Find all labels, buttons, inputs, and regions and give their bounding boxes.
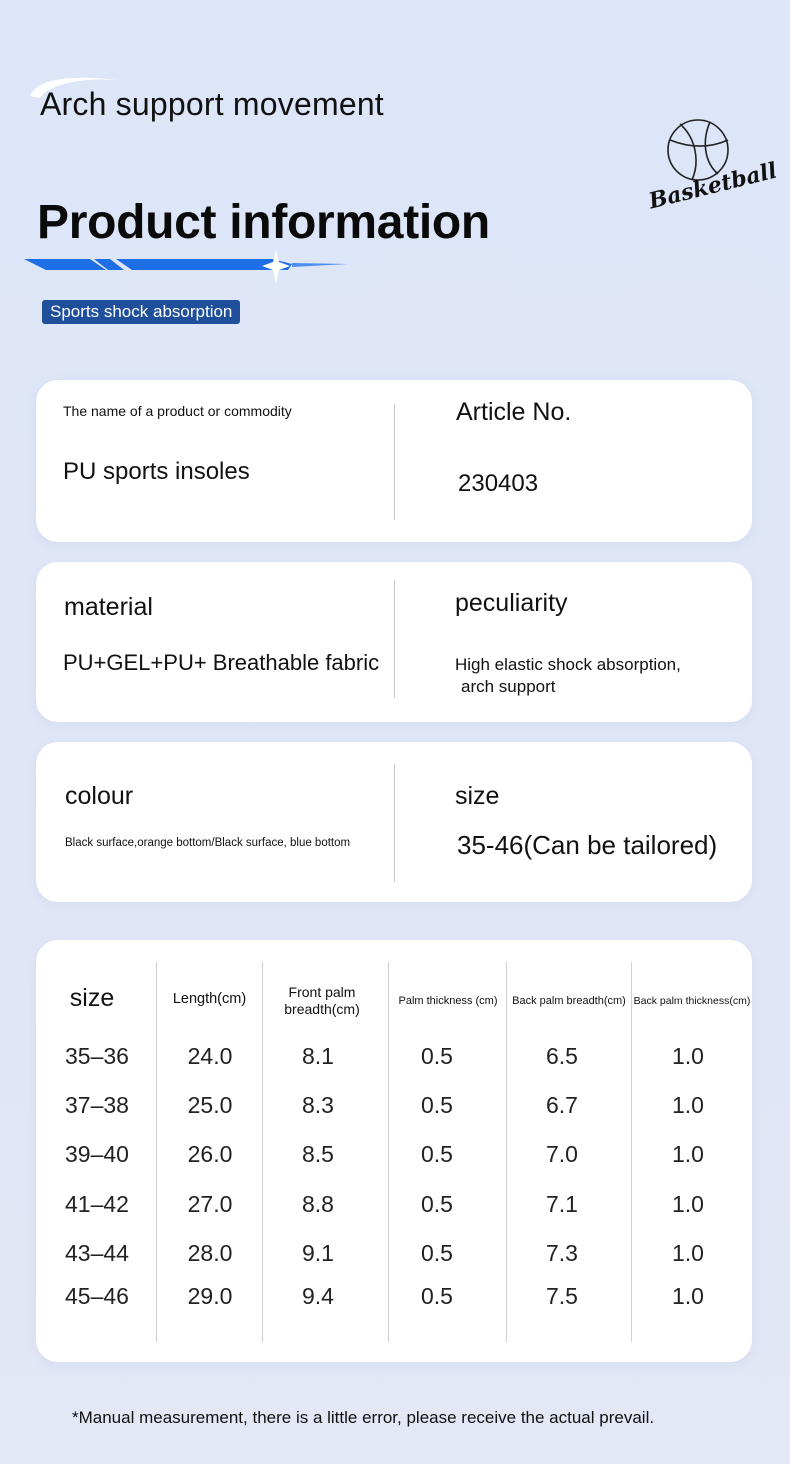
cell-palm-thickness: 0.5 <box>421 1240 453 1266</box>
size-value: 35-46(Can be tailored) <box>457 830 718 860</box>
cell-back-breadth: 7.3 <box>546 1240 578 1266</box>
cell-front-breadth: 8.1 <box>302 1043 334 1069</box>
card-divider <box>394 404 395 520</box>
material-value: PU+GEL+PU+ Breathable fabric <box>63 650 380 675</box>
cell-back-thickness: 1.0 <box>672 1240 704 1266</box>
cell-front-breadth: 8.8 <box>302 1191 334 1217</box>
product-name-label: The name of a product or commodity <box>63 403 292 419</box>
colour-value: Black surface,orange bottom/Black surface, blue bottom <box>65 837 351 849</box>
cell-length: 28.0 <box>187 1240 233 1266</box>
cell-size: 37–38 <box>65 1092 129 1118</box>
material-label: material <box>64 593 153 621</box>
sparkle-icon <box>262 250 290 284</box>
peculiarity-label: peculiarity <box>455 589 568 617</box>
cell-front-breadth: 9.4 <box>302 1283 334 1309</box>
cell-front-breadth: 8.3 <box>302 1092 334 1118</box>
cell-size: 43–44 <box>65 1240 129 1266</box>
cell-front-breadth: 9.1 <box>302 1240 334 1266</box>
basketball-logo <box>640 112 780 215</box>
cell-size: 35–36 <box>65 1043 129 1069</box>
cell-size: 39–40 <box>65 1141 129 1167</box>
cell-size: 41–42 <box>65 1191 129 1217</box>
cell-length: 25.0 <box>187 1092 233 1118</box>
material-card <box>36 562 752 722</box>
cell-length: 26.0 <box>187 1141 233 1167</box>
footnote: *Manual measurement, there is a little error, please receive the actual prevail. <box>72 1408 655 1427</box>
table-column-divider <box>631 962 632 1342</box>
logo-text: Basketball <box>646 157 780 215</box>
cell-back-breadth: 6.7 <box>546 1092 578 1118</box>
table-header-back-breadth: Back palm breadth(cm) <box>512 995 626 1007</box>
section-subtitle: Arch support movement <box>40 86 384 122</box>
card-divider <box>394 580 395 698</box>
peculiarity-value-line2: arch support <box>461 677 556 696</box>
cell-back-thickness: 1.0 <box>672 1092 704 1118</box>
cell-length: 29.0 <box>187 1283 233 1309</box>
cell-palm-thickness: 0.5 <box>421 1283 453 1309</box>
cell-back-breadth: 7.5 <box>546 1283 578 1309</box>
product-name-value: PU sports insoles <box>63 458 250 485</box>
cell-size: 45–46 <box>65 1283 129 1309</box>
cell-palm-thickness: 0.5 <box>421 1043 453 1069</box>
article-value: 230403 <box>458 470 539 497</box>
table-header-front-breadth-line1: Front palm <box>288 984 356 1000</box>
table-header-length: Length(cm) <box>172 991 247 1007</box>
article-label: Article No. <box>456 398 572 426</box>
cell-back-thickness: 1.0 <box>672 1283 704 1309</box>
cell-back-thickness: 1.0 <box>672 1141 704 1167</box>
card-divider <box>394 764 395 882</box>
cell-back-thickness: 1.0 <box>672 1191 704 1217</box>
cell-length: 24.0 <box>187 1043 233 1069</box>
size-label: size <box>455 782 500 810</box>
cell-palm-thickness: 0.5 <box>421 1092 453 1118</box>
cell-back-breadth: 7.0 <box>546 1141 578 1167</box>
table-header-back-thickness: Back palm thickness(cm) <box>633 995 751 1007</box>
title-underline-stripe <box>22 250 352 286</box>
cell-palm-thickness: 0.5 <box>421 1191 453 1217</box>
table-header-size: size <box>69 984 115 1012</box>
cell-back-thickness: 1.0 <box>672 1043 704 1069</box>
cell-back-breadth: 6.5 <box>546 1043 578 1069</box>
table-header-front-breadth-line2: breadth(cm) <box>284 1001 360 1017</box>
colour-card <box>36 742 752 902</box>
cell-front-breadth: 8.5 <box>302 1141 334 1167</box>
category-badge: Sports shock absorption <box>42 300 240 324</box>
cell-back-breadth: 7.1 <box>546 1191 578 1217</box>
colour-label: colour <box>65 782 134 810</box>
product-card <box>36 380 752 542</box>
cell-length: 27.0 <box>187 1191 233 1217</box>
peculiarity-value-line1: High elastic shock absorption, <box>455 655 681 674</box>
cell-palm-thickness: 0.5 <box>421 1141 453 1167</box>
table-header-palm-thickness: Palm thickness (cm) <box>398 995 498 1007</box>
page-title: Product information <box>37 196 490 249</box>
